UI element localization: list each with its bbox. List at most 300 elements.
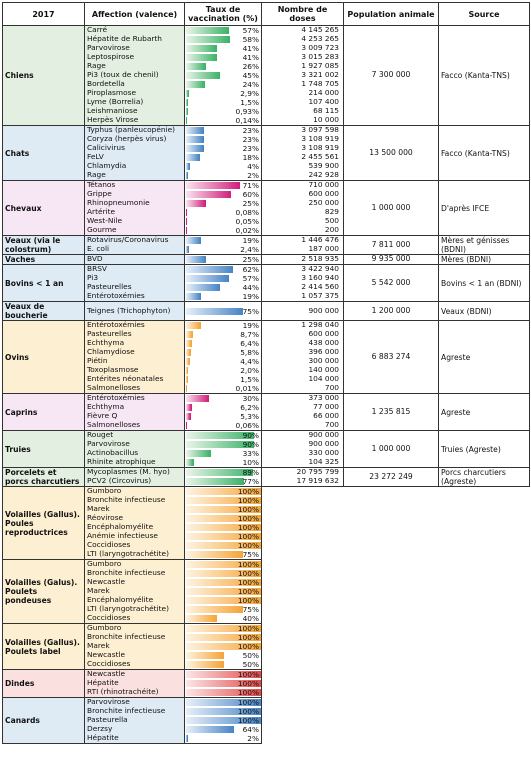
rate-cell [185, 449, 262, 458]
rate-bar-fill [186, 404, 192, 411]
rate-cell [185, 26, 262, 36]
affection-cell: Piétin [85, 357, 185, 366]
rate-value: 90% [242, 440, 259, 449]
header-year: 2017 [3, 3, 85, 26]
affection-cell: FeLV [85, 153, 185, 162]
rate-cell [185, 171, 262, 181]
rate-value: 26% [242, 62, 259, 71]
rate-value: 24% [242, 80, 259, 89]
table-row [3, 255, 530, 265]
rate-value: 100% [237, 560, 259, 569]
rate-value: 100% [237, 670, 259, 679]
rate-cell [185, 265, 262, 275]
affection-cell: Parvovirose [85, 44, 185, 53]
rate-value: 4,4% [240, 357, 259, 366]
rate-cell [185, 505, 262, 514]
header-population: Population animale [344, 3, 439, 26]
rate-cell [185, 107, 262, 116]
rate-value: 0,05% [235, 217, 259, 226]
affection-cell: RTI (rhinotrachéite) [85, 688, 185, 698]
rate-bar-fill [186, 54, 217, 61]
doses-cell: 2 518 935 [262, 255, 344, 265]
species-cell: Veaux (via le colostrum) [3, 236, 85, 255]
rate-cell [185, 394, 262, 404]
rate-bar-fill [186, 385, 187, 392]
rate-bar [186, 266, 260, 273]
rate-value: 10% [242, 458, 259, 467]
rate-bar [186, 708, 260, 715]
rate-value: 41% [242, 44, 259, 53]
table-row [3, 126, 530, 136]
rate-bar [186, 469, 260, 476]
rate-cell [185, 144, 262, 153]
doses-cell: 900 000 [262, 302, 344, 321]
rate-bar [186, 615, 260, 622]
population-cell: 1 235 815 [344, 394, 439, 431]
doses-cell: 1 446 476 [262, 236, 344, 246]
rate-bar [186, 570, 260, 577]
rate-cell [185, 348, 262, 357]
empty-cell [262, 560, 530, 624]
rate-value: 0,06% [235, 421, 259, 430]
affection-cell: Gumboro [85, 624, 185, 634]
affection-cell: Encéphalomyélite [85, 596, 185, 605]
rate-bar [186, 145, 260, 152]
affection-cell: Pasteurella [85, 716, 185, 725]
doses-cell: 700 [262, 421, 344, 431]
rate-value: 75% [242, 306, 259, 316]
rate-bar [186, 367, 260, 374]
rate-bar [186, 136, 260, 143]
rate-bar-fill [186, 136, 204, 143]
rate-bar-fill [186, 117, 187, 124]
rate-bar-fill [186, 293, 201, 300]
affection-cell: Leptospirose [85, 53, 185, 62]
rate-bar [186, 209, 260, 216]
rate-bar [186, 182, 260, 189]
table-row [3, 302, 530, 321]
rate-value: 100% [237, 496, 259, 505]
rate-bar [186, 256, 260, 263]
rate-bar-fill [186, 127, 204, 134]
rate-value: 40% [242, 614, 259, 623]
rate-cell [185, 62, 262, 71]
table-row [3, 487, 530, 497]
rate-bar-fill [186, 376, 188, 383]
rate-cell [185, 679, 262, 688]
population-cell: 6 883 274 [344, 321, 439, 394]
affection-cell: Anémie infectieuse [85, 532, 185, 541]
rate-cell [185, 670, 262, 680]
species-cell: Volailles (Gallus). Poules reproductrices [3, 487, 85, 560]
rate-value: 71% [242, 181, 259, 190]
doses-cell: 539 900 [262, 162, 344, 171]
rate-bar [186, 218, 260, 225]
rate-value: 75% [242, 605, 259, 614]
rate-bar [186, 726, 260, 733]
species-cell: Dindes [3, 670, 85, 698]
doses-cell: 104 325 [262, 458, 344, 468]
rate-value: 100% [237, 569, 259, 578]
rate-cell [185, 734, 262, 744]
rate-cell [185, 116, 262, 126]
doses-cell: 900 000 [262, 431, 344, 441]
doses-cell: 20 795 799 [262, 468, 344, 478]
rate-bar-fill [186, 661, 224, 668]
affection-cell: BVD [85, 255, 185, 265]
affection-cell: Entérites néonatales [85, 375, 185, 384]
rate-value: 100% [237, 642, 259, 651]
rate-bar-fill [186, 209, 187, 216]
population-cell: 9 935 000 [344, 255, 439, 265]
rate-cell [185, 707, 262, 716]
affection-cell: Newcastle [85, 670, 185, 680]
affection-cell: Marek [85, 642, 185, 651]
rate-bar-fill [186, 90, 189, 97]
source-cell: Veaux (BDNI) [439, 302, 530, 321]
rate-value: 2,0% [240, 366, 259, 375]
rate-value: 50% [242, 651, 259, 660]
table-row [3, 560, 530, 570]
rate-bar [186, 515, 260, 522]
doses-cell: 600 000 [262, 330, 344, 339]
rate-value: 50% [242, 660, 259, 669]
rate-cell [185, 208, 262, 217]
doses-cell: 3 160 940 [262, 274, 344, 283]
source-cell: Truies (Agreste) [439, 431, 530, 468]
source-cell: Mères (BDNI) [439, 255, 530, 265]
rate-value: 60% [242, 190, 259, 199]
population-cell: 7 811 000 [344, 236, 439, 255]
species-cell: Truies [3, 431, 85, 468]
header-doses: Nombre de doses [262, 3, 344, 26]
affection-cell: Mycoplasmes (M. hyo) [85, 468, 185, 478]
rate-cell [185, 292, 262, 302]
rate-value: 41% [242, 53, 259, 62]
rate-cell [185, 226, 262, 236]
doses-cell: 242 928 [262, 171, 344, 181]
doses-cell: 3 015 283 [262, 53, 344, 62]
rate-bar [186, 561, 260, 568]
rate-cell [185, 321, 262, 331]
rate-bar-fill [186, 308, 243, 315]
rate-value: 100% [237, 541, 259, 550]
doses-cell: 1 927 085 [262, 62, 344, 71]
rate-bar [186, 127, 260, 134]
rate-value: 25% [242, 255, 259, 264]
table-row [3, 26, 530, 36]
rate-bar-fill [186, 246, 189, 253]
rate-value: 100% [237, 698, 259, 707]
rate-bar [186, 54, 260, 61]
doses-cell: 3 108 919 [262, 135, 344, 144]
rate-bar [186, 735, 260, 742]
affection-cell: Rhinopneumonie [85, 199, 185, 208]
rate-cell [185, 89, 262, 98]
rate-bar [186, 322, 260, 329]
doses-cell: 250 000 [262, 199, 344, 208]
rate-bar-fill [186, 172, 188, 179]
affection-cell: Rage [85, 62, 185, 71]
rate-bar [186, 404, 260, 411]
rate-value: 100% [237, 596, 259, 605]
affection-cell: LTI (laryngotrachétite) [85, 605, 185, 614]
doses-cell: 1 748 705 [262, 80, 344, 89]
table-row [3, 624, 530, 634]
species-cell: Volailles (Galus). Poulets pondeuses [3, 560, 85, 624]
rate-value: 100% [237, 523, 259, 532]
rate-value: 23% [242, 144, 259, 153]
rate-value: 2% [247, 734, 259, 743]
affection-cell: Echthyma [85, 403, 185, 412]
doses-cell: 68 115 [262, 107, 344, 116]
rate-bar [186, 376, 260, 383]
rate-cell [185, 642, 262, 651]
rate-bar [186, 717, 260, 724]
rate-bar-fill [186, 36, 230, 43]
rate-cell [185, 403, 262, 412]
rate-cell [185, 375, 262, 384]
rate-bar-fill [186, 227, 187, 234]
rate-cell [185, 98, 262, 107]
affection-cell: Marek [85, 505, 185, 514]
rate-cell [185, 339, 262, 348]
affection-cell: Coccidioses [85, 614, 185, 624]
rate-cell [185, 725, 262, 734]
affection-cell: Rage [85, 171, 185, 181]
affection-cell: Rotavirus/Coronavirus [85, 236, 185, 246]
source-cell: Facco (Kanta-TNS) [439, 26, 530, 126]
rate-value: 77% [242, 477, 259, 486]
empty-cell [262, 698, 530, 744]
rate-bar [186, 459, 260, 466]
affection-cell: Coryza (herpès virus) [85, 135, 185, 144]
rate-cell [185, 569, 262, 578]
rate-bar-fill [186, 108, 188, 115]
affection-cell: BRSV [85, 265, 185, 275]
affection-cell: Actinobacillus [85, 449, 185, 458]
source-cell: Porcs charcutiers (Agreste) [439, 468, 530, 487]
rate-bar [186, 478, 260, 485]
rate-value: 5,3% [240, 412, 259, 421]
rate-cell [185, 135, 262, 144]
rate-cell [185, 181, 262, 191]
rate-value: 100% [237, 505, 259, 514]
rate-bar [186, 680, 260, 687]
rate-bar-fill [186, 478, 244, 485]
rate-cell [185, 477, 262, 487]
rate-bar [186, 117, 260, 124]
doses-cell: 214 000 [262, 89, 344, 98]
rate-value: 2,9% [240, 89, 259, 98]
affection-cell: E. coli [85, 245, 185, 255]
rate-value: 100% [237, 716, 259, 725]
rate-bar-fill [186, 27, 229, 34]
rate-value: 90% [242, 431, 259, 440]
source-cell: Mères et génisses (BDNI) [439, 236, 530, 255]
rate-bar-fill [186, 358, 190, 365]
rate-bar-fill [186, 63, 206, 70]
header-affection: Affection (valence) [85, 3, 185, 26]
source-cell: Agreste [439, 394, 530, 431]
rate-bar [186, 652, 260, 659]
rate-value: 0,08% [235, 208, 259, 217]
rate-cell [185, 126, 262, 136]
rate-value: 64% [242, 725, 259, 734]
doses-cell: 107 400 [262, 98, 344, 107]
rate-bar-fill [186, 735, 188, 742]
rate-bar-fill [186, 331, 193, 338]
species-cell: Bovins < 1 an [3, 265, 85, 302]
affection-cell: Toxoplasmose [85, 366, 185, 375]
rate-bar [186, 99, 260, 106]
rate-bar [186, 45, 260, 52]
rate-cell [185, 440, 262, 449]
rate-bar [186, 597, 260, 604]
rate-bar-fill [186, 163, 190, 170]
doses-cell: 77 000 [262, 403, 344, 412]
rate-bar [186, 441, 260, 448]
table-row [3, 265, 530, 275]
rate-bar [186, 90, 260, 97]
affection-cell: Pasteurelles [85, 330, 185, 339]
affection-cell: Bronchite infectieuse [85, 633, 185, 642]
rate-cell [185, 587, 262, 596]
rate-bar [186, 200, 260, 207]
rate-value: 0,01% [235, 384, 259, 393]
rate-bar-fill [186, 551, 243, 558]
doses-cell: 373 000 [262, 394, 344, 404]
species-cell: Chiens [3, 26, 85, 126]
species-cell: Caprins [3, 394, 85, 431]
doses-cell: 2 414 560 [262, 283, 344, 292]
rate-bar-fill [186, 191, 231, 198]
rate-value: 100% [237, 688, 259, 697]
rate-cell [185, 357, 262, 366]
rate-cell [185, 236, 262, 246]
rate-value: 100% [237, 578, 259, 587]
affection-cell: Teignes (Trichophyton) [85, 302, 185, 321]
rate-bar-fill [186, 72, 220, 79]
rate-cell [185, 468, 262, 478]
rate-value: 100% [237, 487, 259, 496]
doses-cell: 200 [262, 226, 344, 236]
rate-cell [185, 80, 262, 89]
rate-bar [186, 422, 260, 429]
rate-cell [185, 514, 262, 523]
rate-cell [185, 614, 262, 624]
rate-bar [186, 432, 260, 439]
doses-cell: 3 097 598 [262, 126, 344, 136]
rate-bar-fill [186, 45, 217, 52]
rate-bar-fill [186, 275, 229, 282]
rate-bar [186, 27, 260, 34]
affection-cell: Rhinite atrophique [85, 458, 185, 468]
doses-cell: 17 919 632 [262, 477, 344, 487]
rate-bar-fill [186, 367, 188, 374]
affection-cell: Fièvre Q [85, 412, 185, 421]
rate-bar-fill [186, 200, 206, 207]
rate-cell [185, 605, 262, 614]
doses-cell: 829 [262, 208, 344, 217]
rate-value: 33% [242, 449, 259, 458]
affection-cell: Bordetella [85, 80, 185, 89]
doses-cell: 3 009 723 [262, 44, 344, 53]
affection-cell: Salmonelloses [85, 421, 185, 431]
rate-value: 57% [242, 26, 259, 35]
table-row [3, 698, 530, 708]
doses-cell: 1 298 040 [262, 321, 344, 331]
rate-bar [186, 413, 260, 420]
affection-cell: Chlamydia [85, 162, 185, 171]
rate-cell [185, 71, 262, 80]
affection-cell: Herpès Virose [85, 116, 185, 126]
rate-bar [186, 385, 260, 392]
rate-cell [185, 412, 262, 421]
doses-cell: 600 000 [262, 190, 344, 199]
rate-cell [185, 35, 262, 44]
rate-value: 19% [242, 292, 259, 301]
rate-cell [185, 199, 262, 208]
rate-cell [185, 698, 262, 708]
rate-bar [186, 588, 260, 595]
affection-cell: Chlamydiose [85, 348, 185, 357]
affection-cell: Leishmaniose [85, 107, 185, 116]
rate-bar [186, 237, 260, 244]
rate-bar [186, 293, 260, 300]
affection-cell: Piroplasmose [85, 89, 185, 98]
rate-cell [185, 660, 262, 670]
rate-bar [186, 533, 260, 540]
doses-cell: 187 000 [262, 245, 344, 255]
empty-cell [262, 624, 530, 670]
rate-bar [186, 191, 260, 198]
rate-value: 25% [242, 199, 259, 208]
affection-cell: Entérotoxémies [85, 394, 185, 404]
species-cell: Vaches [3, 255, 85, 265]
affection-cell: Echthyma [85, 339, 185, 348]
affection-cell: Réovirose [85, 514, 185, 523]
affection-cell: Newcastle [85, 651, 185, 660]
affection-cell: Rouget [85, 431, 185, 441]
affection-cell: Marek [85, 587, 185, 596]
rate-bar-fill [186, 256, 206, 263]
rate-value: 8,7% [240, 330, 259, 339]
rate-cell [185, 330, 262, 339]
species-cell: Chevaux [3, 181, 85, 236]
header-source: Source [439, 3, 530, 26]
rate-cell [185, 596, 262, 605]
rate-cell [185, 245, 262, 255]
affection-cell: Derzsy [85, 725, 185, 734]
rate-value: 2,4% [240, 245, 259, 254]
doses-cell: 500 [262, 217, 344, 226]
doses-cell: 140 000 [262, 366, 344, 375]
doses-cell: 3 108 919 [262, 144, 344, 153]
species-cell: Volailles (Gallus). Poulets label [3, 624, 85, 670]
rate-value: 100% [237, 587, 259, 596]
affection-cell: Tétanos [85, 181, 185, 191]
rate-bar-fill [186, 81, 205, 88]
affection-cell: Carré [85, 26, 185, 36]
rate-bar [186, 699, 260, 706]
table-row [3, 236, 530, 246]
species-cell: Porcelets et porcs charcutiers [3, 468, 85, 487]
rate-bar-fill [186, 237, 201, 244]
affection-cell: Artérite [85, 208, 185, 217]
doses-cell: 700 [262, 384, 344, 394]
population-cell: 13 500 000 [344, 126, 439, 181]
